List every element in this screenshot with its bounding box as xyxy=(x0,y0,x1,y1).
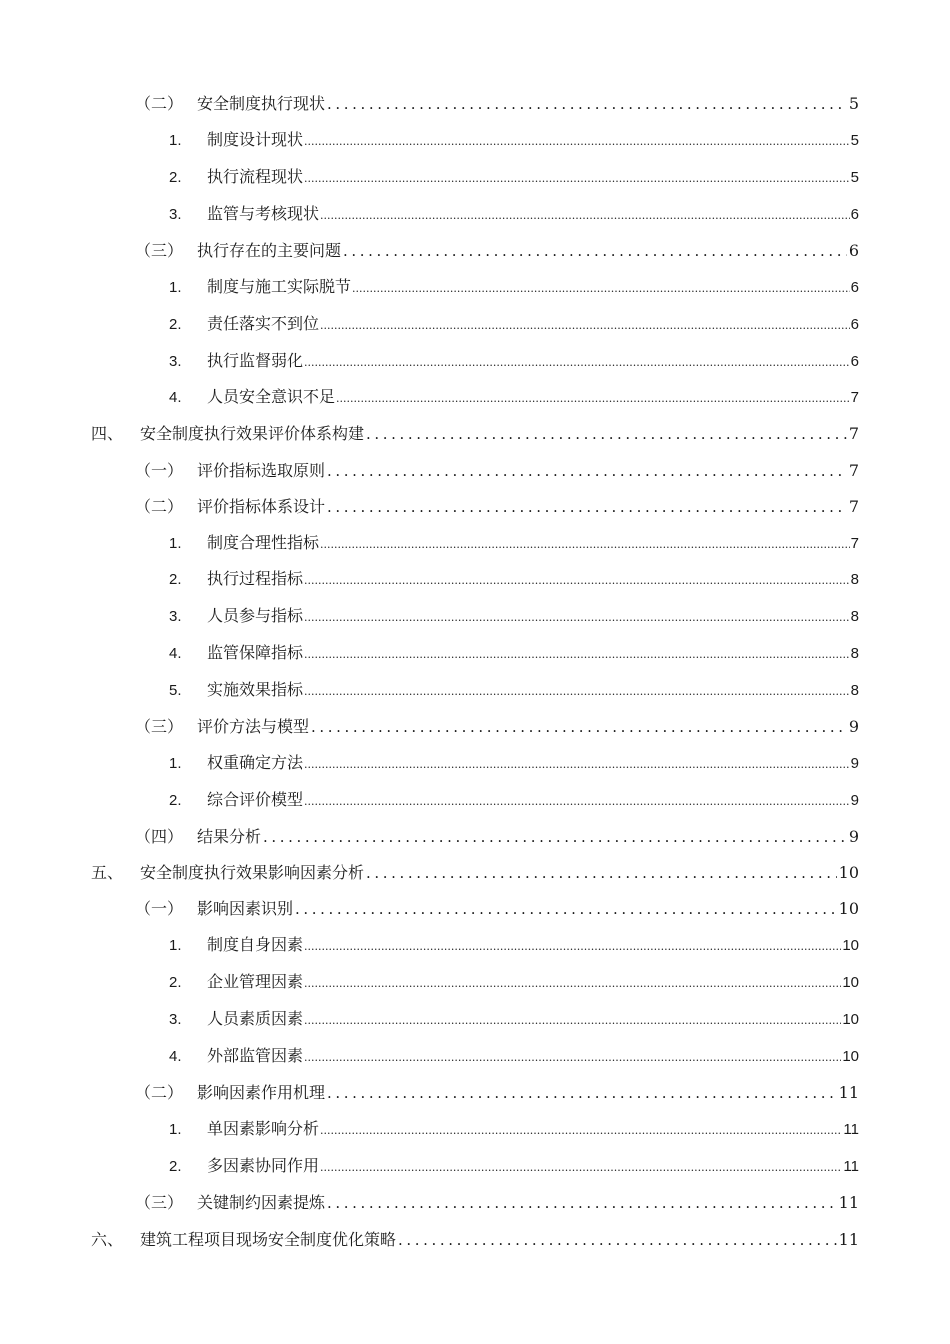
toc-entry-page: 10 xyxy=(842,937,859,954)
toc-entry[interactable] xyxy=(169,1153,859,1179)
toc-dot-leader xyxy=(295,896,837,922)
toc-dot-leader xyxy=(320,201,850,229)
toc-entry-page: 5 xyxy=(848,94,859,113)
toc-dot-leader xyxy=(304,932,841,960)
toc-entry-number: 2. xyxy=(169,974,182,991)
toc-entry-page: 11 xyxy=(838,1083,859,1102)
toc-entry[interactable] xyxy=(135,91,859,117)
toc-dot-leader xyxy=(304,603,850,631)
toc-entry[interactable] xyxy=(91,1227,859,1253)
toc-entry-number: （三） xyxy=(135,717,184,736)
toc-entry-number: 2. xyxy=(169,1158,182,1175)
toc-entry-number: 1. xyxy=(169,937,182,954)
toc-dot-leader xyxy=(320,1153,842,1181)
toc-entry-number: 四、 xyxy=(91,424,124,443)
toc-entry-page: 8 xyxy=(850,645,859,662)
toc-entry-title: 单因素影响分析 xyxy=(207,1119,320,1138)
toc-entry-number: 4. xyxy=(169,645,182,662)
toc-entry[interactable] xyxy=(169,1043,859,1069)
toc-entry-page: 11 xyxy=(843,1121,859,1138)
toc-entry[interactable] xyxy=(169,384,859,410)
toc-entry-number: 2. xyxy=(169,571,182,588)
toc-entry-title: 多因素协同作用 xyxy=(207,1156,320,1175)
toc-entry-title: 人员安全意识不足 xyxy=(207,387,336,406)
toc-dot-leader xyxy=(263,824,847,850)
toc-entry-title: 监管与考核现状 xyxy=(207,204,320,223)
toc-entry[interactable] xyxy=(169,127,859,153)
toc-entry[interactable] xyxy=(135,714,859,740)
toc-entry[interactable] xyxy=(169,530,859,556)
toc-entry-number: （二） xyxy=(135,497,184,516)
toc-entry-title: 企业管理因素 xyxy=(207,972,304,991)
toc-dot-leader xyxy=(366,421,847,447)
toc-entry-title: 外部监管因素 xyxy=(207,1046,304,1065)
toc-entry-title: 制度合理性指标 xyxy=(207,533,320,552)
toc-entry-page: 6 xyxy=(850,206,859,223)
toc-entry-number: 2. xyxy=(169,316,182,333)
toc-entry[interactable] xyxy=(169,750,859,776)
toc-entry-title: 结果分析 xyxy=(197,827,262,846)
toc-dot-leader xyxy=(304,969,841,997)
toc-entry-title: 执行存在的主要问题 xyxy=(197,241,342,260)
toc-dot-leader xyxy=(327,1080,837,1106)
toc-entry-page: 5 xyxy=(850,169,859,186)
toc-entry-page: 6 xyxy=(848,241,859,260)
toc-dot-leader xyxy=(352,274,850,302)
toc-entry-page: 5 xyxy=(850,132,859,149)
toc-entry-number: 1. xyxy=(169,535,182,552)
toc-entry-page: 11 xyxy=(838,1193,859,1212)
toc-entry[interactable] xyxy=(135,458,859,484)
toc-entry-page: 7 xyxy=(848,497,859,516)
toc-entry-title: 安全制度执行现状 xyxy=(197,94,326,113)
toc-dot-leader xyxy=(398,1227,837,1253)
toc-entry-title: 关键制约因素提炼 xyxy=(197,1193,326,1212)
toc-dot-leader xyxy=(320,311,850,339)
toc-dot-leader xyxy=(320,530,850,558)
toc-entry[interactable] xyxy=(135,494,859,520)
toc-entry[interactable] xyxy=(169,603,859,629)
toc-entry-number: 3. xyxy=(169,353,182,370)
toc-entry[interactable] xyxy=(135,238,859,264)
toc-entry-title: 评价指标体系设计 xyxy=(197,497,326,516)
toc-entry[interactable] xyxy=(169,348,859,374)
toc-entry-title: 责任落实不到位 xyxy=(207,314,320,333)
toc-entry-page: 9 xyxy=(848,827,859,846)
toc-entry-number: 1. xyxy=(169,279,182,296)
toc-entry-page: 10 xyxy=(842,1011,859,1028)
toc-entry-page: 7 xyxy=(850,535,859,552)
toc-entry-title: 制度与施工实际脱节 xyxy=(207,277,352,296)
toc-entry-number: （三） xyxy=(135,241,184,260)
toc-entry[interactable] xyxy=(91,860,859,886)
toc-entry-number: （一） xyxy=(135,461,184,480)
toc-entry-title: 影响因素识别 xyxy=(197,899,294,918)
toc-entry-page: 11 xyxy=(838,1230,859,1249)
toc-entry[interactable] xyxy=(169,787,859,813)
toc-entry-page: 8 xyxy=(850,608,859,625)
toc-entry[interactable] xyxy=(169,311,859,337)
toc-entry-page: 6 xyxy=(850,279,859,296)
toc-entry[interactable] xyxy=(135,1080,859,1106)
toc-entry-page: 10 xyxy=(838,863,859,882)
toc-entry-title: 执行过程指标 xyxy=(207,569,304,588)
toc-entry-title: 执行监督弱化 xyxy=(207,351,304,370)
toc-entry-title: 评价指标选取原则 xyxy=(197,461,326,480)
toc-entry-number: 3. xyxy=(169,206,182,223)
toc-entry-number: 4. xyxy=(169,1048,182,1065)
toc-entry-page: 8 xyxy=(850,571,859,588)
toc-entry[interactable] xyxy=(169,566,859,592)
toc-entry-page: 11 xyxy=(843,1158,859,1175)
toc-dot-leader xyxy=(320,1116,842,1144)
toc-dot-leader xyxy=(311,714,847,740)
toc-entry-title: 建筑工程项目现场安全制度优化策略 xyxy=(140,1230,397,1249)
toc-dot-leader xyxy=(304,640,850,668)
toc-entry-page: 10 xyxy=(842,1048,859,1065)
toc-dot-leader xyxy=(327,458,847,484)
toc-dot-leader xyxy=(304,1006,841,1034)
toc-entry-number: 1. xyxy=(169,1121,182,1138)
toc-dot-leader xyxy=(327,494,847,520)
toc-entry-page: 7 xyxy=(848,424,859,443)
toc-entry-title: 执行流程现状 xyxy=(207,167,304,186)
toc-entry-number: 1. xyxy=(169,755,182,772)
toc-entry-title: 制度设计现状 xyxy=(207,130,304,149)
toc-entry[interactable] xyxy=(169,274,859,300)
toc-entry-number: 2. xyxy=(169,169,182,186)
toc-entry-title: 评价方法与模型 xyxy=(197,717,310,736)
toc-entry-title: 监管保障指标 xyxy=(207,643,304,662)
toc-entry-title: 权重确定方法 xyxy=(207,753,304,772)
toc-dot-leader xyxy=(304,164,850,192)
toc-entry[interactable] xyxy=(135,824,859,850)
toc-entry-number: 4. xyxy=(169,389,182,406)
toc-dot-leader xyxy=(327,1190,837,1216)
toc-entry-title: 安全制度执行效果影响因素分析 xyxy=(140,863,365,882)
toc-dot-leader xyxy=(343,238,847,264)
toc-entry-page: 7 xyxy=(848,461,859,480)
toc-entry[interactable] xyxy=(169,1116,859,1142)
toc-dot-leader xyxy=(304,566,850,594)
toc-entry-number: （二） xyxy=(135,94,184,113)
toc-entry-page: 9 xyxy=(850,755,859,772)
toc-entry-title: 安全制度执行效果评价体系构建 xyxy=(140,424,365,443)
toc-entry-title: 人员参与指标 xyxy=(207,606,304,625)
toc-entry[interactable] xyxy=(135,896,859,922)
toc-entry-number: （四） xyxy=(135,827,184,846)
toc-dot-leader xyxy=(336,384,850,412)
toc-entry-title: 影响因素作用机理 xyxy=(197,1083,326,1102)
toc-entry-page: 9 xyxy=(850,792,859,809)
toc-dot-leader xyxy=(304,1043,841,1071)
toc-entry[interactable] xyxy=(169,969,859,995)
toc-entry[interactable] xyxy=(169,932,859,958)
toc-entry-number: 1. xyxy=(169,132,182,149)
toc-entry-page: 8 xyxy=(850,682,859,699)
toc-dot-leader xyxy=(304,348,850,376)
toc-entry[interactable] xyxy=(169,201,859,227)
toc-entry-title: 实施效果指标 xyxy=(207,680,304,699)
toc-entry-page: 7 xyxy=(850,389,859,406)
toc-entry[interactable] xyxy=(169,640,859,666)
toc-entry-page: 9 xyxy=(848,717,859,736)
toc-entry-page: 10 xyxy=(842,974,859,991)
toc-entry-title: 综合评价模型 xyxy=(207,790,304,809)
toc-entry-number: 5. xyxy=(169,682,182,699)
toc-dot-leader xyxy=(304,750,850,778)
toc-entry-page: 6 xyxy=(850,353,859,370)
toc-entry-number: 3. xyxy=(169,608,182,625)
toc-entry-title: 人员素质因素 xyxy=(207,1009,304,1028)
toc-entry-page: 6 xyxy=(850,316,859,333)
toc-entry-number: 五、 xyxy=(91,863,124,882)
toc-dot-leader xyxy=(304,787,850,815)
toc-entry-number: （三） xyxy=(135,1193,184,1212)
toc-entry-number: （二） xyxy=(135,1083,184,1102)
toc-dot-leader xyxy=(304,127,850,155)
toc-entry-number: （一） xyxy=(135,899,184,918)
toc-entry[interactable] xyxy=(135,1190,859,1216)
toc-entry[interactable] xyxy=(169,677,859,703)
toc-entry-page: 10 xyxy=(838,899,859,918)
toc-entry[interactable] xyxy=(169,1006,859,1032)
toc-entry-number: 六、 xyxy=(91,1230,124,1249)
toc-dot-leader xyxy=(304,677,850,705)
toc-entry[interactable] xyxy=(91,421,859,447)
toc-entry-number: 3. xyxy=(169,1011,182,1028)
toc-entry-number: 2. xyxy=(169,792,182,809)
toc-entry-title: 制度自身因素 xyxy=(207,935,304,954)
toc-dot-leader xyxy=(327,91,847,117)
toc-dot-leader xyxy=(366,860,837,886)
toc-entry[interactable] xyxy=(169,164,859,190)
